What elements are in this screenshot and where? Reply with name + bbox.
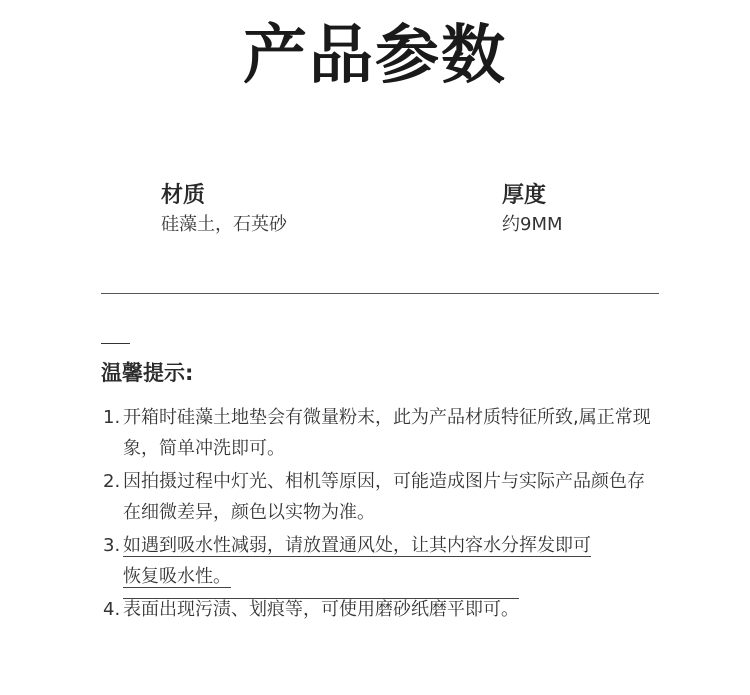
tip-number: 4. <box>103 599 121 620</box>
tip-text <box>123 594 661 625</box>
tip-text: 开箱时硅藻土地垫会有微量粉末，此为产品材质特征所致,属正常现象，简单冲洗即可。 <box>123 407 651 459</box>
tips-list <box>101 402 661 625</box>
tip-text: 因拍摄过程中灯光、相机等原因，可能造成图片与实际产品颜色存在细微差异，颜色以实物为准。 <box>123 471 645 523</box>
tip-item-1 <box>101 402 661 464</box>
tip-text-line-1-content: 如遇到吸水性减弱，请放置通风处，让其内容水分挥发即可 <box>123 535 591 556</box>
tip-text-content: 表面出现污渍、划痕等，可使用磨砂纸磨平即可。 <box>123 599 519 620</box>
tip-item-2 <box>101 466 661 528</box>
tip-item-4 <box>101 594 661 625</box>
tip-text-line-2 <box>123 561 661 592</box>
spec-thickness-label: 厚度 <box>502 183 547 208</box>
spec-thickness <box>502 182 563 238</box>
tip-number: 3. <box>103 535 121 556</box>
short-rule <box>101 343 130 344</box>
spec-material <box>161 182 287 238</box>
tip-item-3 <box>101 530 661 592</box>
tip-text-line-2-content: 恢复吸水性。 <box>123 566 231 587</box>
tips-title: 温馨提示: <box>101 361 194 385</box>
tip-number: 1. <box>103 407 121 428</box>
tip-text-line-1 <box>123 530 661 561</box>
tip-number: 2. <box>103 471 121 492</box>
section-divider <box>101 293 659 294</box>
spec-material-label: 材质 <box>161 183 206 208</box>
spec-material-value: 硅藻土，石英砂 <box>161 214 287 235</box>
spec-thickness-value: 约9MM <box>502 214 563 235</box>
page-title: 产品参数 <box>243 19 507 93</box>
